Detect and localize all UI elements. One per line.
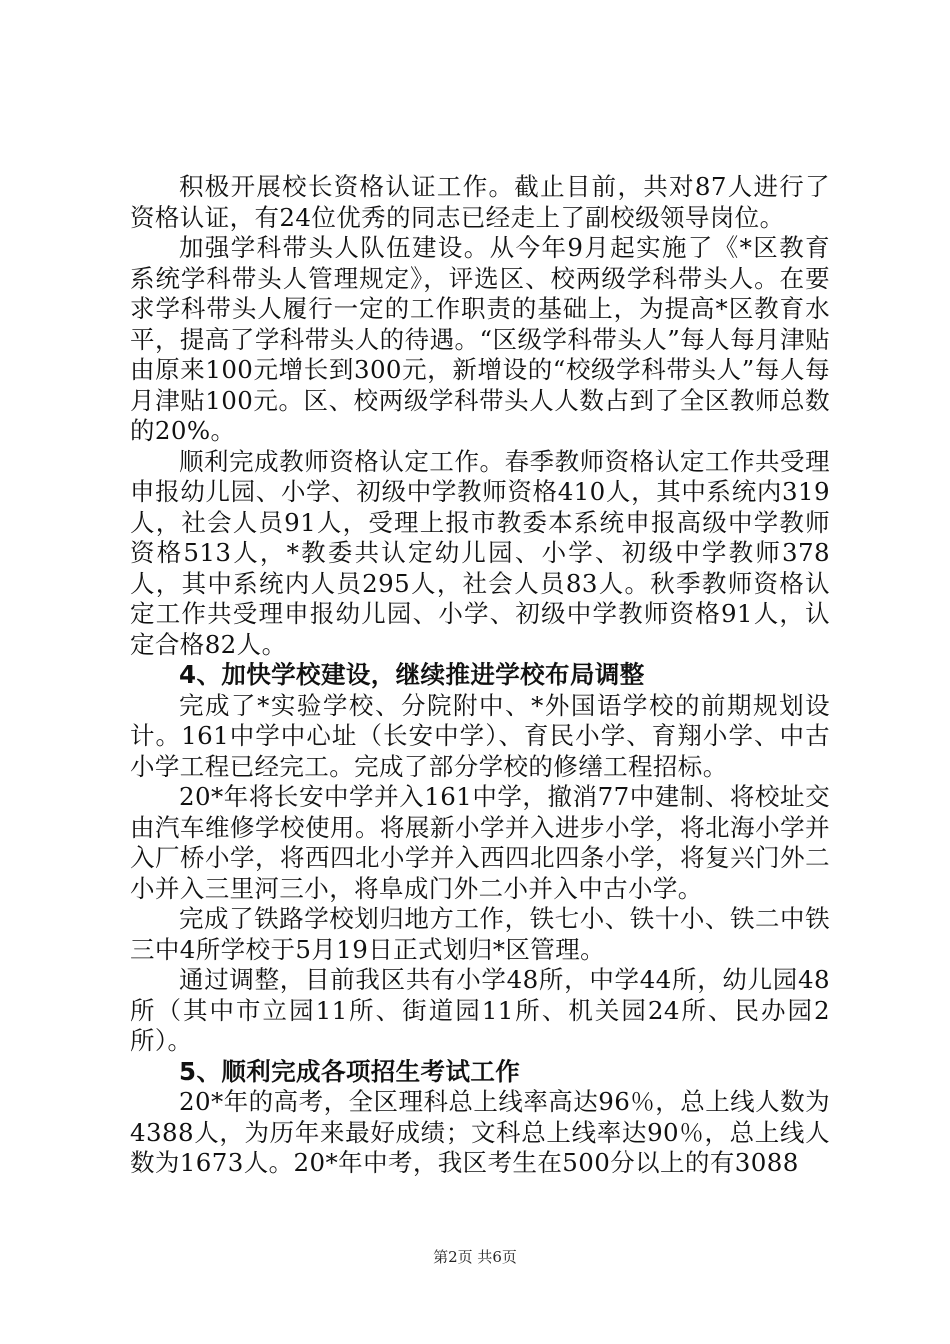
paragraph-teacher-qualification: 顺利完成教师资格认定工作。春季教师资格认定工作共受理申报幼儿园、小学、初级中学教师资格410人，其中系统内319人，社会人员91人，受理上报市教委本系统申报高级中学教师资格513人，*教委共认定幼儿园、小学、初级中学教师378人，其中系统内人员295人，社会人员83人。秋季教师资格认定工作共受理申报幼儿园、小学、初级中学教师资格91人，认定合格82人。 [130,446,830,659]
paragraph-school-mergers: 20*年将长安中学并入161中学，撤消77中建制、将校址交由汽车维修学校使用。将展新小学并入进步小学，将北海小学并入厂桥小学，将西四北小学并入西四北四条小学，将复兴门外二小并入三里河三小，将阜成门外二小并入中古小学。 [130,782,830,903]
document-body [130,172,830,1179]
paragraph-railway-schools: 完成了铁路学校划归地方工作，铁七小、铁十小、铁二中铁三中4所学校于5月19日正式划归*区管理。 [130,904,830,964]
paragraph-planning-design: 完成了*实验学校、分院附中、*外国语学校的前期规划设计。161中学中心址（长安中学）、育民小学、育翔小学、中古小学工程已经完工。完成了部分学校的修缮工程招标。 [130,690,830,781]
section-heading-admission-exams: 5、顺利完成各项招生考试工作 [179,1056,521,1086]
paragraph-school-counts: 通过调整，目前我区共有小学48所，中学44所，幼儿园48所（其中市立园11所、街道园11所、机关园24所、民办园2所）。 [130,965,830,1055]
paragraph-exam-results: 20*年的高考，全区理科总上线率高达96％，总上线人数为4388人，为历年来最好成绩；文科总上线率达90％，总上线人数为1673人。20*年中考，我区考生在500分以上的有3088 [130,1087,830,1177]
paragraph-principal-certification: 积极开展校长资格认证工作。截止目前，共对87人进行了资格认证，有24位优秀的同志已经走上了副校级领导岗位。 [130,172,830,232]
page-number-footer: 第2页 共6页 [433,1248,517,1266]
paragraph-subject-leaders: 加强学科带头人队伍建设。从今年9月起实施了《*区教育系统学科带头人管理规定》，评选区、校两级学科带头人。在要求学科带头人履行一定的工作职责的基础上，为提高*区教育水平，提高了学科带头人的待遇。“区级学科带头人”每人每月津贴由原来100元增长到300元，新增设的“校级学科带头人”每人每月津贴100元。区、校两级学科带头人人数占到了全区教师总数的20%。 [130,233,830,445]
section-heading-school-construction: 4、加快学校建设，继续推进学校布局调整 [179,660,645,689]
